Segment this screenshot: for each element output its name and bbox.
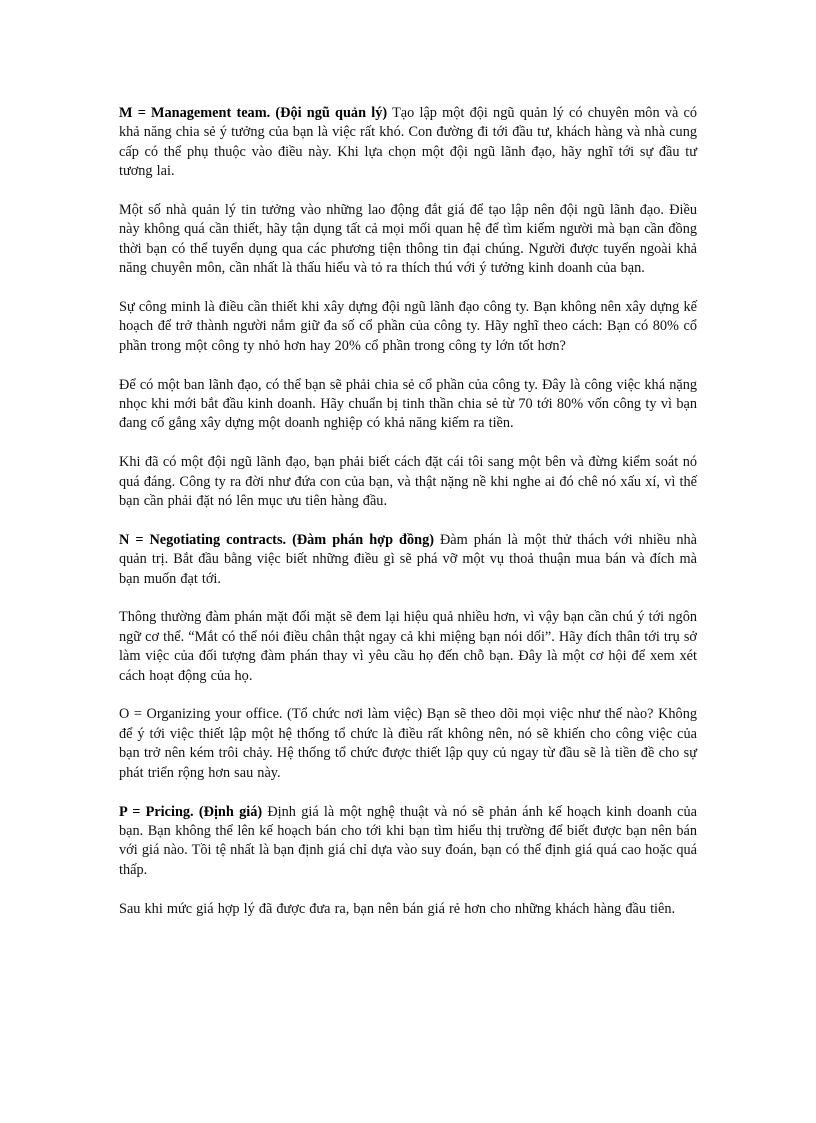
paragraph-management-team (119, 104, 697, 182)
paragraph-pricing (119, 803, 697, 881)
paragraph-text: Sự công minh là điều cần thiết khi xây dựng đội ngũ lãnh đạo công ty. Bạn không nên xây dựng kế hoạch để trở thành người nắm giữ đa số cổ phần của công ty. Hãy nghĩ theo cách: Bạn có 80% cổ phần trong một công ty nhỏ hơn hay 20% cổ phần trong công ty lớn tốt hơn? (119, 299, 697, 354)
document-body (119, 104, 697, 938)
paragraph-text: Tạo lập một đội ngũ quản lý có chuyên môn và có khả năng chia sẻ ý tưởng của bạn là việc rất khó. Con đường đi tới đầu tư, khách hàng và nhà cung cấp có thể phụ thuộc vào điều này. Khi lựa chọn một đội ngũ lãnh đạo, hãy nghĩ tới sự đầu tư tương lai. (119, 105, 697, 180)
paragraph (119, 376, 697, 434)
paragraph-text: Đàm phán là một thử thách với nhiều nhà quản trị. Bắt đầu bằng việc biết những điều gì sẽ phá vỡ một vụ thoả thuận mua bán và đích mà bạn muốn đạt tới. (119, 531, 697, 587)
paragraph (119, 900, 697, 919)
paragraph-text: Để có một ban lãnh đạo, có thể bạn sẽ phải chia sẻ cổ phần của công ty. Đây là công việc khá nặng nhọc khi mới bắt đầu kinh doanh. Hãy chuẩn bị tinh thần chia sẻ từ 70 tới 80% vốn công ty vì bạn đang cố gắng xây dựng một doanh nghiệp có khả năng kiếm ra tiền. (119, 376, 697, 432)
paragraph-negotiating-contracts (119, 531, 697, 589)
paragraph (119, 298, 697, 356)
paragraph (119, 201, 697, 279)
section-heading-negotiating: N = Negotiating contracts. (Đàm phán hợp đồng) (119, 531, 434, 548)
paragraph-text: O = Organizing your office. (Tổ chức nơi làm việc) Bạn sẽ theo dõi mọi việc như thế nào? Không để ý tới việc thiết lập một hệ thống tổ chức là điều rất không nên, nó sẽ khiến cho công việc của bạn trở nên kém trôi chảy. Hệ thống tổ chức được thiết lập quy củ ngay từ đầu sẽ là tiền đề cho sự phát triển rộng hơn sau này. (119, 706, 697, 781)
paragraph (119, 453, 697, 511)
paragraph-organizing-office (119, 705, 697, 783)
paragraph-text: Định giá là một nghệ thuật và nó sẽ phản ánh kế hoạch kinh doanh của bạn. Bạn không thể lên kế hoạch bán cho tới khi bạn tìm hiểu thị trường để biết được bạn nên bán với giá nào. Tồi tệ nhất là bạn định giá chỉ dựa vào suy đoán, bạn có thể định giá quá cao hoặc quá thấp. (119, 803, 697, 878)
paragraph-text: Thông thường đàm phán mặt đối mặt sẽ đem lại hiệu quả nhiều hơn, vì vậy bạn cần chú ý tới ngôn ngữ cơ thể. “Mắt có thể nói điều chân thật ngay cả khi miệng bạn nói dối”. Hãy đích thân tới trụ sở làm việc của đối tượng đàm phán thay vì yêu cầu họ đến chỗ bạn. Đây là một cơ hội để xem xét cách hoạt động của họ. (119, 609, 697, 684)
paragraph-text: Một số nhà quản lý tin tưởng vào những lao động đắt giá để tạo lập nên đội ngũ lãnh đạo. Điều này không quá cần thiết, hãy tận dụng tất cả mọi mối quan hệ để tìm kiếm người mà bạn cần đồng thời bạn có thể tuyển dụng qua các phương tiện thông tin đại chúng. Người được tuyển ngoài khả năng chuyên môn, cần nhất là thấu hiểu và tỏ ra thích thú với ý tưởng kinh doanh của bạn. (119, 202, 697, 277)
paragraph-text: Khi đã có một đội ngũ lãnh đạo, bạn phải biết cách đặt cái tôi sang một bên và đừng kiểm soát nó quá đáng. Công ty ra đời như đứa con của bạn, và thật nặng nề khi nghe ai đó chê nó xấu xí, vì thế bạn cần phải đặt nó lên mục ưu tiên hàng đầu. (119, 454, 697, 510)
section-heading-management: M = Management team. (Đội ngũ quản lý) (119, 105, 388, 121)
paragraph-text: Sau khi mức giá hợp lý đã được đưa ra, bạn nên bán giá rẻ hơn cho những khách hàng đầu tiên. (119, 900, 676, 917)
section-heading-pricing: P = Pricing. (Định giá) (119, 803, 263, 820)
paragraph (119, 608, 697, 686)
